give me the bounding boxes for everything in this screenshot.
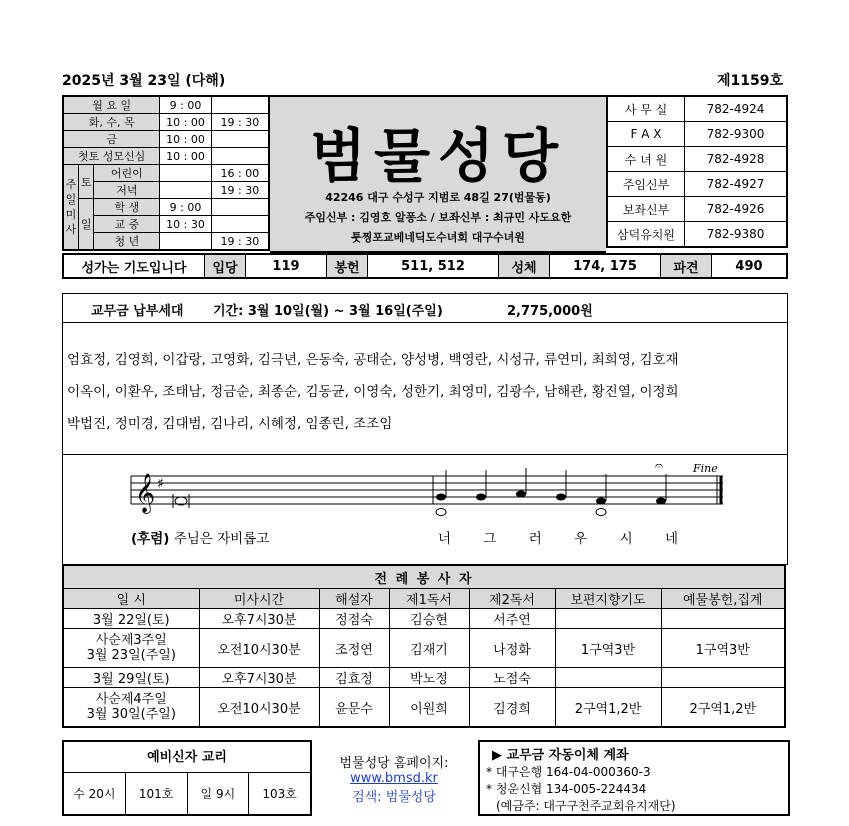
liturgy-ministers-table (62, 564, 786, 728)
contribution-box (62, 293, 788, 565)
offertory-hymn: 511, 512 (368, 254, 499, 278)
fermata-icon: 𝄐 (655, 464, 663, 474)
hymn-numbers-bar: 성가는 기도입니다 입당 119 봉헌 511, 512 성체 174, 175 파견 490 (62, 253, 788, 279)
title-box (270, 95, 606, 253)
homepage-label: 범물성당 홈페이지: (339, 756, 449, 771)
contribution-period: 기간: 3월 10일(월) ~ 3월 16일(주일) (213, 304, 443, 319)
lyric-syllable: 우 (574, 531, 588, 547)
lyric-syllable: 러 (528, 531, 542, 547)
contact-row: 수 녀 원 782-4928 (607, 147, 787, 172)
table-row: 3월 22일(토) 오후7시30분 정점숙 김승현 서주연 (63, 609, 785, 629)
homepage-box (310, 740, 478, 812)
contributor-names-line: 엄효정, 김영희, 이갑랑, 고영화, 김극년, 은동숙, 공태순, 양성병, 백영란, 시성규, 류연미, 최희영, 김호재 (67, 352, 679, 368)
refrain-lyrics: 주님은 자비롭고 (173, 531, 270, 547)
church-address: 42246 대구 수성구 지범로 48길 27(범물동) (325, 191, 551, 204)
contact-row: 삼덕유치원 782-9380 (607, 222, 787, 248)
bank-account-line: * 대구은행 164-04-000360-3 (486, 765, 651, 779)
homepage-link[interactable]: www.bmsd.kr (350, 771, 438, 786)
lyric-syllable: 네 (664, 531, 678, 547)
refrain-text (131, 527, 269, 547)
contributor-names-line: 박법진, 정미경, 김대범, 김나리, 시혜정, 임종린, 조조임 (67, 416, 393, 432)
lyric-syllable: 그 (483, 531, 497, 547)
contact-row: 보좌신부 782-4926 (607, 197, 787, 222)
music-staff (123, 464, 733, 524)
church-name: 범물성당 (309, 122, 567, 190)
catechumen-title: 예비신자 교리 (147, 750, 227, 765)
contact-row: F A X 782-9300 (607, 122, 787, 147)
bulletin-date: 2025년 3월 23일 (다해) (62, 73, 226, 89)
ministry-title: 전 례 봉 사 자 (63, 565, 785, 589)
mass-row: 월 요 일 9 : 00 (63, 96, 269, 114)
melody-notes (436, 468, 666, 516)
bank-account-line: * 청운신협 134-005-224434 (486, 782, 647, 796)
sharp-icon: ♯ (157, 476, 164, 492)
mass-row: 화, 수, 목 10 : 00 19 : 30 (63, 114, 269, 131)
contribution-header (63, 294, 787, 323)
entrance-hymn: 119 (246, 254, 327, 278)
lyric-syllable: 너 (438, 531, 452, 547)
lyric-syllable: 시 (619, 531, 633, 547)
contact-row: 사 무 실 782-4924 (607, 96, 787, 122)
saturday-label: 토 (78, 165, 93, 199)
priests-line: 주임신부 : 김영호 알퐁소 / 보좌신부 : 최규민 사도요한 (304, 211, 572, 224)
contribution-amount: 2,775,000원 (507, 304, 593, 319)
sunday-mass-label: 주일미사 (63, 165, 78, 251)
sunday-label: 일 (78, 199, 93, 251)
divider (63, 454, 787, 455)
issue-number: 제1159호 (716, 73, 783, 89)
contacts-table (606, 95, 788, 248)
contribution-heading: 교무금 납부세대 (91, 304, 184, 319)
contributor-names-line: 이옥이, 이환우, 조태남, 정금순, 최종순, 김동균, 이영숙, 성한기, 최영미, 김광수, 남해관, 황진열, 이정희 (67, 384, 679, 400)
catechumen-schedule: 수 20시 101호 일 9시 103호 (64, 772, 310, 815)
communion-hymn: 174, 175 (550, 254, 661, 278)
homepage-search: 검색: 범물성당 (352, 790, 436, 805)
table-row: 사순제4주일 3월 30일(주일) 오전10시30분 윤문수 이원희 김경희 2구역1,2반 2구역1,2반 (63, 688, 785, 728)
sisters-line: 툿찡포교베네딕도수녀회 대구수녀원 (351, 231, 525, 244)
refrain-label: (후렴) (131, 531, 170, 547)
lyrics-syllables (438, 527, 678, 547)
table-row: 사순제3주일 3월 23일(주일) 오전10시30분 조정연 김재기 나정화 1구역3반 1구역3반 (63, 629, 785, 668)
mass-row: 첫토 성모신심 10 : 00 (63, 148, 269, 165)
auto-transfer-box (478, 740, 790, 816)
catechumen-box (62, 740, 312, 816)
account-holder: (예금주: 대구구천주교회유지재단) (496, 799, 676, 813)
table-header-row: 일 시 미사시간 해설자 제1독서 제2독서 보편지향기도 예물봉헌,집계 (63, 589, 785, 609)
fine-marking: Fine (693, 464, 718, 475)
dismissal-hymn: 490 (712, 254, 788, 278)
treble-clef-icon: 𝄞 (135, 473, 156, 513)
auto-transfer-title: ▶ 교무금 자동이체 계좌 (492, 748, 629, 763)
hymn-motto: 성가는 기도입니다 (63, 254, 205, 278)
mass-row: 금 10 : 00 (63, 131, 269, 148)
mass-schedule-table: 월 요 일 9 : 00 화, 수, 목 10 : 00 19 : 30 금 10 : 00 첫토 성모신심 10 : 00 주일미사 토 어린이 16 : 00 저녁 19 : 30 일 학 생 9 : 00 교 중 10 : 30 청 년 19 : 30 (62, 95, 270, 251)
contact-row: 주임신부 782-4927 (607, 172, 787, 197)
table-row: 3월 29일(토) 오후7시30분 김효정 박노정 노점숙 (63, 668, 785, 688)
